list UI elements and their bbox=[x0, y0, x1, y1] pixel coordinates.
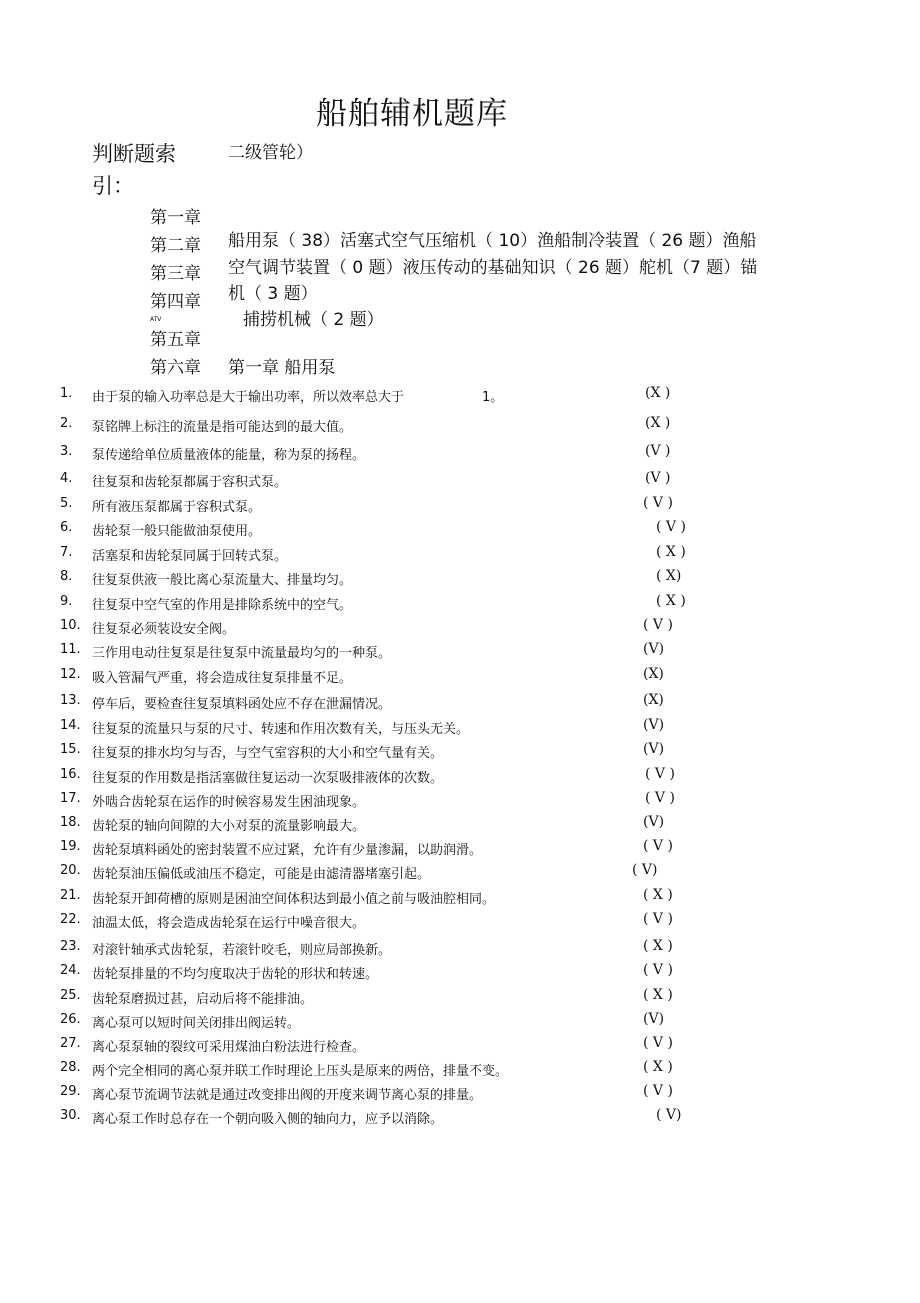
question-number: 10. bbox=[60, 618, 81, 633]
question-text: 齿轮泵磨损过甚，启动后将不能排油。 bbox=[92, 992, 314, 1007]
small-mark: ATV bbox=[150, 316, 162, 323]
toc-line: 空气调节装置（ 0 题）液压传动的基础知识（ 26 题）舵机（7 题）锚 bbox=[228, 258, 758, 278]
question-number: 19. bbox=[60, 839, 81, 854]
question-text: 往复泵的排水均匀与否，与空气室容积的大小和空气量有关。 bbox=[92, 746, 444, 761]
question-number: 5. bbox=[60, 496, 73, 511]
level-label: 二级管轮） bbox=[228, 143, 313, 163]
question-answer: ( V) bbox=[656, 1107, 682, 1123]
question-answer: ( V ) bbox=[645, 790, 675, 806]
question-number: 18. bbox=[60, 815, 81, 830]
question-text: 往复泵中空气室的作用是排除系统中的空气。 bbox=[92, 598, 353, 613]
question-text: 活塞泵和齿轮泵同属于回转式泵。 bbox=[92, 549, 288, 564]
question-text: 齿轮泵排量的不均匀度取决于齿轮的形状和转速。 bbox=[92, 967, 379, 982]
question-text: 往复泵的流量只与泵的尺寸、转速和作用次数有关，与压头无关。 bbox=[92, 722, 470, 737]
index-label-cont: 引： bbox=[92, 174, 134, 198]
question-number: 2. bbox=[60, 416, 73, 431]
chapter-label: 第六章 bbox=[150, 358, 201, 378]
question-text: 齿轮泵一般只能做油泵使用。 bbox=[92, 524, 262, 539]
question-answer: (X ) bbox=[645, 415, 671, 431]
question-number: 21. bbox=[60, 888, 81, 903]
question-number: 26. bbox=[60, 1012, 81, 1027]
toc-line: 机（ 3 题） bbox=[228, 284, 318, 304]
question-number: 20. bbox=[60, 863, 81, 878]
question-text: 泵铭牌上标注的流量是指可能达到的最大值。 bbox=[92, 420, 353, 435]
question-text: 离心泵可以短时间关闭排出阀运转。 bbox=[92, 1016, 301, 1031]
question-text: 齿轮泵油压偏低或油压不稳定，可能是由滤清器堵塞引起。 bbox=[92, 867, 431, 882]
question-answer: ( X) bbox=[656, 568, 682, 584]
question-answer: ( V ) bbox=[645, 766, 675, 782]
question-answer: (X) bbox=[643, 666, 664, 682]
question-text: 三作用电动往复泵是往复泵中流量最均匀的一种泵。 bbox=[92, 646, 392, 661]
question-number: 8. bbox=[60, 569, 73, 584]
question-answer: ( V ) bbox=[643, 495, 673, 511]
question-number: 28. bbox=[60, 1060, 81, 1075]
question-number: 14. bbox=[60, 718, 81, 733]
question-number: 24. bbox=[60, 963, 81, 978]
question-answer: ( V ) bbox=[656, 519, 686, 535]
question-answer: (V) bbox=[643, 741, 665, 757]
question-answer: (V ) bbox=[645, 470, 671, 486]
question-answer: ( V ) bbox=[643, 838, 673, 854]
chapter-label: 第三章 bbox=[150, 264, 201, 284]
question-number: 6. bbox=[60, 520, 73, 535]
question-text: 齿轮泵的轴向间隙的大小对泵的流量影响最大。 bbox=[92, 819, 366, 834]
question-number: 29. bbox=[60, 1084, 81, 1099]
question-answer: ( X ) bbox=[643, 938, 673, 954]
question-answer: (V) bbox=[643, 1011, 665, 1027]
question-number: 27. bbox=[60, 1036, 81, 1051]
question-text: 吸入管漏气严重，将会造成往复泵排量不足。 bbox=[92, 671, 353, 686]
question-answer: (V) bbox=[643, 717, 665, 733]
question-text: 离心泵节流调节法就是通过改变排出阀的开度来调节离心泵的排量。 bbox=[92, 1088, 483, 1103]
question-number: 15. bbox=[60, 742, 81, 757]
question-text: 往复泵的作用数是指活塞做往复运动一次泵吸排液体的次数。 bbox=[92, 771, 444, 786]
question-number: 22. bbox=[60, 912, 81, 927]
chapter-label: 第一章 bbox=[150, 208, 201, 228]
question-number: 12. bbox=[60, 667, 81, 682]
question-text: 对滚针轴承式齿轮泵，若滚针咬毛，则应局部换新。 bbox=[92, 943, 392, 958]
chapter-label: 第二章 bbox=[150, 236, 201, 256]
question-text: 泵传递给单位质量液体的能量，称为泵的扬程。 bbox=[92, 448, 366, 463]
question-text: 齿轮泵填料函处的密封装置不应过紧，允许有少量渗漏，以助润滑。 bbox=[92, 843, 483, 858]
question-answer: (V) bbox=[643, 641, 665, 657]
question-answer: ( X ) bbox=[643, 1059, 673, 1075]
question-number: 7. bbox=[60, 545, 73, 560]
question-answer: ( V ) bbox=[643, 911, 673, 927]
question-number: 16. bbox=[60, 767, 81, 782]
question-number: 4. bbox=[60, 471, 73, 486]
question-text: 离心泵泵轴的裂纹可采用煤油白粉法进行检查。 bbox=[92, 1040, 366, 1055]
question-number: 25. bbox=[60, 988, 81, 1003]
chapter-label: 第四章 bbox=[150, 292, 201, 312]
question-text: 两个完全相同的离心泵并联工作时理论上压头是原来的两倍，排量不变。 bbox=[92, 1064, 509, 1079]
question-number: 3. bbox=[60, 444, 73, 459]
question-number: 17. bbox=[60, 791, 81, 806]
question-number: 13. bbox=[60, 693, 81, 708]
question-text: 往复泵供液一般比离心泵流量大、排量均匀。 bbox=[92, 573, 353, 588]
question-number: 1. bbox=[60, 386, 73, 401]
toc-line: 捕捞机械（ 2 题） bbox=[243, 310, 384, 330]
question-text: 离心泵工作时总存在一个朝向吸入侧的轴向力，应予以消除。 bbox=[92, 1112, 444, 1127]
question-answer: (V ) bbox=[645, 443, 671, 459]
question-answer: ( X ) bbox=[643, 887, 673, 903]
question-text-extra: 1。 bbox=[482, 390, 504, 405]
question-text: 由于泵的输入功率总是大于输出功率，所以效率总大于 bbox=[92, 390, 405, 405]
question-text: 往复泵必须装设安全阀。 bbox=[92, 622, 236, 637]
question-number: 11. bbox=[60, 642, 81, 657]
chapter-heading: 第一章 船用泵 bbox=[228, 358, 336, 378]
question-text: 齿轮泵开卸荷槽的原则是困油空间体积达到最小值之前与吸油腔相同。 bbox=[92, 892, 496, 907]
question-answer: ( X ) bbox=[643, 987, 673, 1003]
chapter-label: 第五章 bbox=[150, 330, 201, 350]
toc-line: 船用泵（ 38）活塞式空气压缩机（ 10）渔船制冷装置（ 26 题）渔船 bbox=[228, 231, 757, 251]
question-answer: (X ) bbox=[645, 385, 671, 401]
question-answer: (V) bbox=[643, 814, 665, 830]
question-number: 23. bbox=[60, 939, 81, 954]
question-answer: ( V ) bbox=[643, 617, 673, 633]
question-answer: ( V ) bbox=[643, 1035, 673, 1051]
question-text: 油温太低，将会造成齿轮泵在运行中噪音很大。 bbox=[92, 916, 366, 931]
question-answer: ( X ) bbox=[656, 593, 686, 609]
question-answer: ( V ) bbox=[643, 1083, 673, 1099]
page-title: 船舶辅机题库 bbox=[316, 96, 508, 132]
question-answer: ( X ) bbox=[656, 544, 686, 560]
question-text: 停车后，要检查往复泵填料函处应不存在泄漏情况。 bbox=[92, 697, 392, 712]
question-number: 9. bbox=[60, 594, 73, 609]
question-answer: ( V ) bbox=[643, 962, 673, 978]
question-answer: ( V) bbox=[632, 862, 658, 878]
index-label: 判断题索 bbox=[92, 142, 176, 166]
question-answer: (X) bbox=[643, 692, 664, 708]
question-number: 30. bbox=[60, 1108, 81, 1123]
question-text: 往复泵和齿轮泵都属于容积式泵。 bbox=[92, 475, 288, 490]
question-text: 外啮合齿轮泵在运作的时候容易发生困油现象。 bbox=[92, 795, 366, 810]
question-text: 所有液压泵都属于容积式泵。 bbox=[92, 500, 262, 515]
